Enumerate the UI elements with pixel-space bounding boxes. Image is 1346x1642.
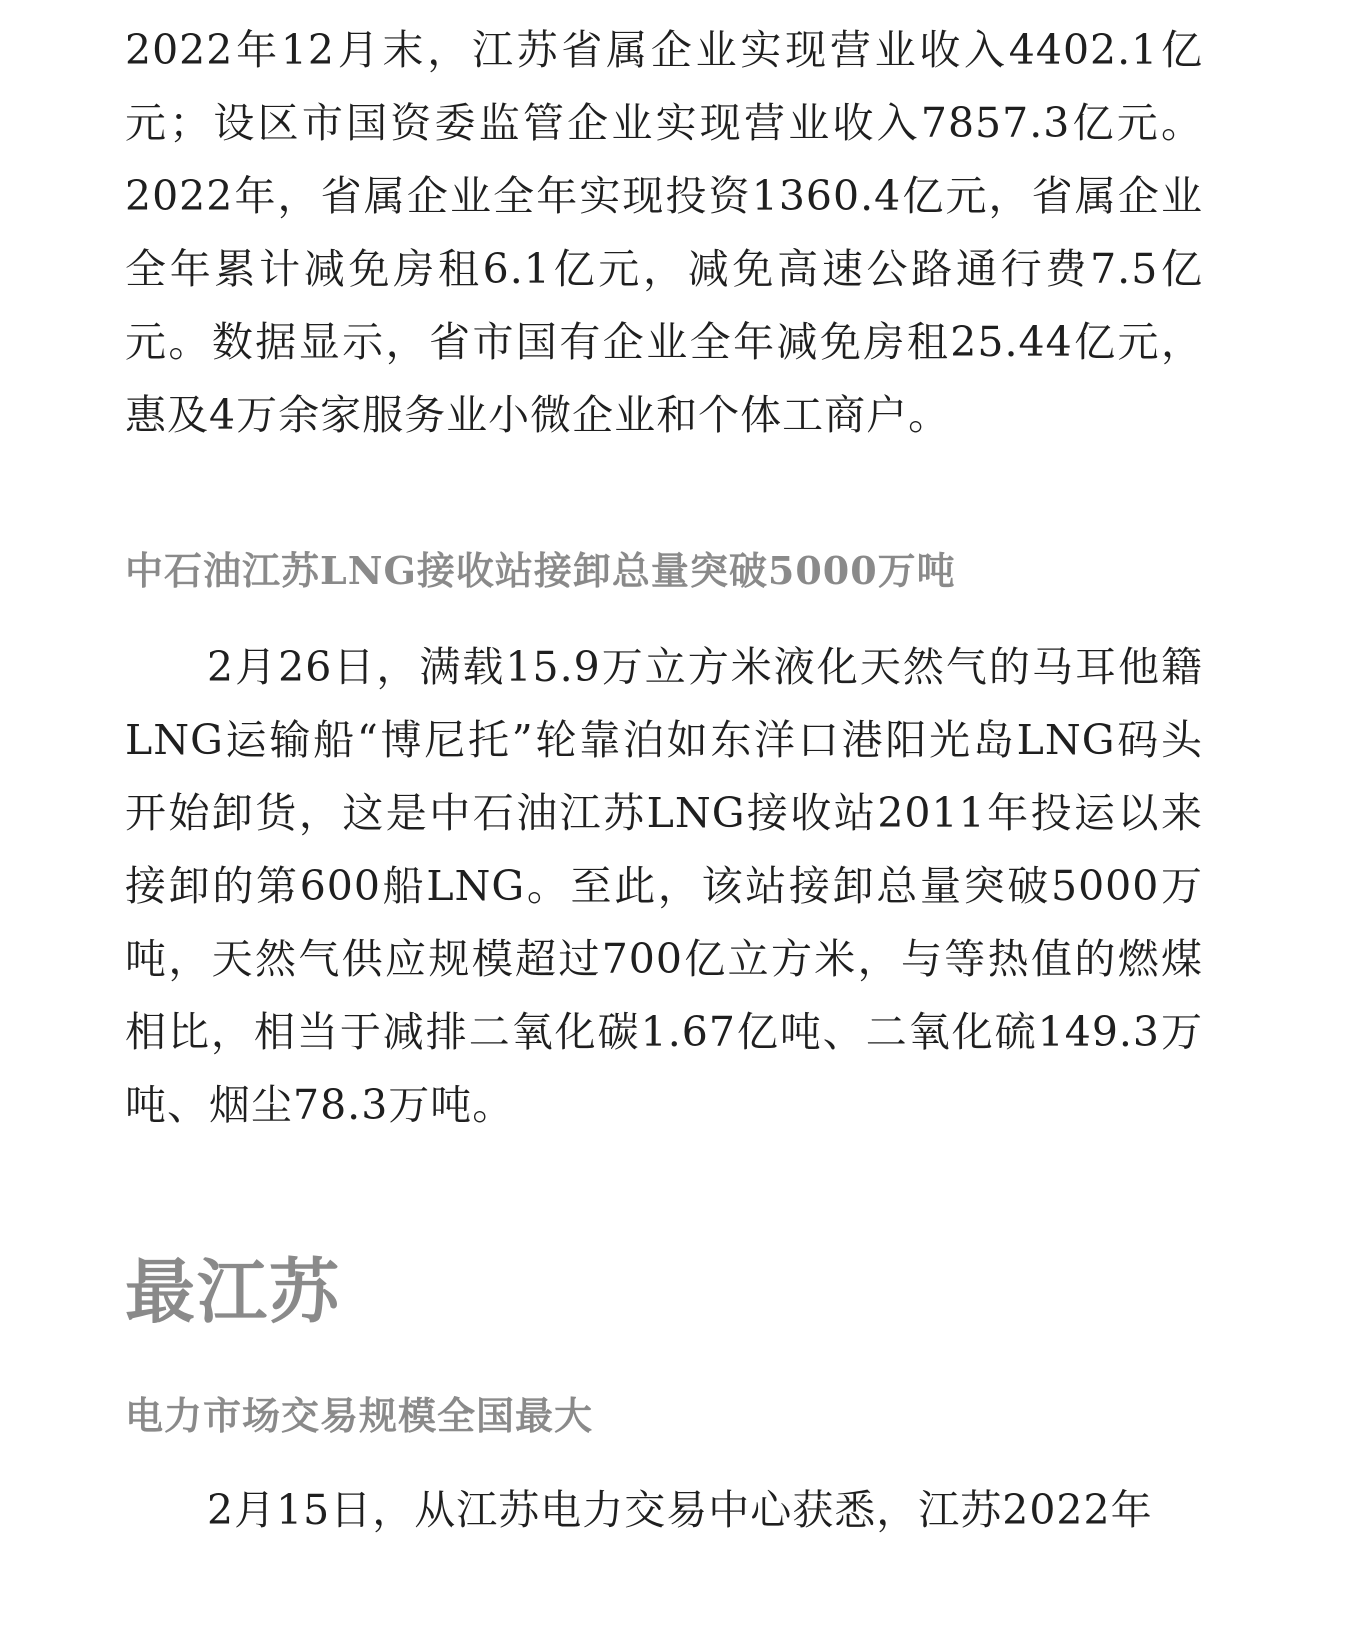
section-title: 最江苏 bbox=[125, 1251, 341, 1333]
paragraph-lng-terminal: 2月26日，满载15.9万立方米液化天然气的马耳他籍LNG运输船“博尼托”轮靠泊如东洋口港阳光岛LNG码头开始卸货，这是中石油江苏LNG接收站2011年投运以来接卸的第600船LNG。至此，该站接卸总量突破5000万吨，天然气供应规模超过700亿立方米，与等热值的燃煤相比，相当于减排二氧化碳1.67亿吨、二氧化硫149.3万吨、烟尘78.3万吨。 bbox=[125, 643, 1203, 1129]
subheading-power-market: 电力市场交易规模全国最大 bbox=[125, 1393, 594, 1438]
subheading-lng-terminal: 中石油江苏LNG接收站接卸总量突破5000万吨 bbox=[125, 548, 956, 593]
paragraph-state-enterprise-revenue: 2022年12月末，江苏省属企业实现营业收入4402.1亿元；设区市国资委监管企业实现营业收入7857.3亿元。2022年，省属企业全年实现投资1360.4亿元，省属企业全年累计减免房租6.1亿元，减免高速公路通行费7.5亿元。数据显示，省市国有企业全年减免房租25.44亿元，惠及4万余家服务业小微企业和个体工商户。 bbox=[125, 26, 1203, 439]
paragraph-power-market: 2月15日，从江苏电力交易中心获悉，江苏2022年 bbox=[207, 1486, 1153, 1534]
